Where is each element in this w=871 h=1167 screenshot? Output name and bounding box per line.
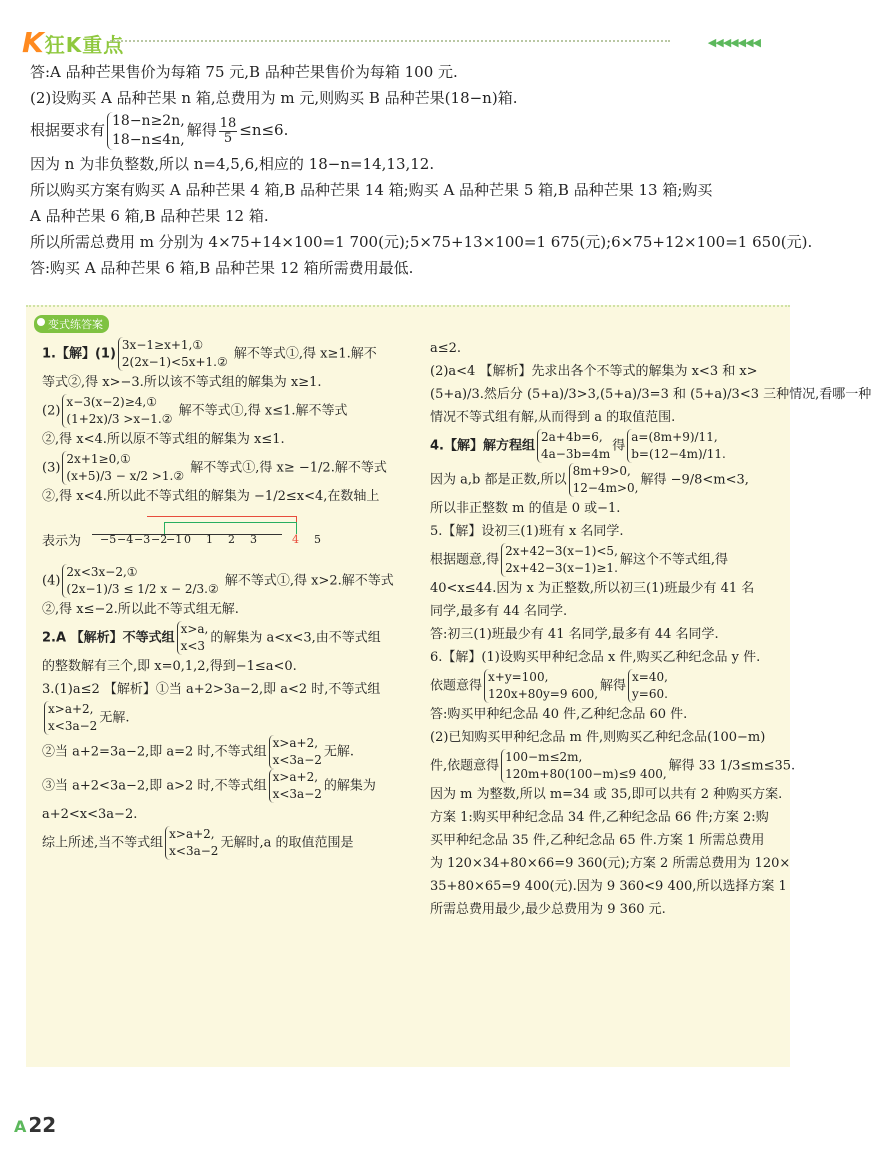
number-line: −5 −4 −3 −2 −1 0 1 2 3 4 5 [82, 508, 417, 562]
section-tag: 变式练答案 [34, 315, 109, 333]
requirement-system: 根据要求有 18−n≥2n, 18−n≤4n,解得 $\frac{18}{5}$ ≤n≤6. [30, 113, 289, 148]
page-number: A 22 [14, 1113, 57, 1137]
triangle-decoration-icon: ◀◀◀◀◀◀◀ [707, 36, 760, 49]
answers-right-column: a≤2. (2)a<4 【解析】先求出各个不等式的解集为 x<3 和 x> (5+a)/3.然后分 (5+a)/3>3,(5+a)/3=3 和 (5+a)/3<3 三种情况,看哪一种 情况不等式组有解,从而得到 a 的取值范围. 4.【解】解方程组2a+4b=6, 4a−3b=4m得a=(8m+9)/11, b=(12−4m)/11. 因为 a,b 都是正数,所以8m+9>0, 12−4m>0,解得 −9/8<m<3, 所以非正整数 m 的值是 0 或−1. 5.【解】设初三(1)班有 x 名同学. 根据题意,得2x+42−3(x−1)<5, 2x+42−3(x−1)≥1.解这个不等式组,得 40<x≤44.因为 x 为正整数,所以初三(1)班最少有 41 名 同学,最多有 44 名同学. 答:初三(1)班最少有 41 名同学,最多有 44 名同学. 6.【解】(1)设购买甲种纪念品 x 件,购买乙种纪念品 y 件. 依题意得x+y=100, 120x+80y=9 600,解得x=40, y=60. 答:购买甲种纪念品 40 件,乙种纪念品 60 件. (2)已知购买甲种纪念品 m 件,则购买乙种纪念品(100−m) 件,依题意得100−m≤2m, 120m+80(100−m)≤9 400,解得 33 1/3≤m≤35. 因为 m 为整数,所以 m=34 或 35,即可以共有 2 种购买方案. 方案 1:购买甲种纪念品 34 件,乙种纪念品 66 件;方案 2:购 买甲种纪念品 35 件,乙种纪念品 65 件.方案 1 所需总费用 为 120×34+80×66=9 360(元);方案 2 所需总费用为 120× 35+80×65=9 400(元).因为 9 360<9 400,所以选择方案 1 所需总费用最少,最少总费用为 9 360 元. [430, 341, 871, 917]
green-interval-line [164, 522, 296, 523]
variant-answers-panel [26, 305, 871, 1067]
logo: K狂K重点 [22, 26, 125, 59]
header-dotted-line [110, 40, 670, 42]
answers-left-column: 1.【解】(1)3x−1≥x+1,① 2(2x−1)<5x+1.② 解不等式①,得 x≥1.解不 等式②,得 x>−3.所以该不等式组的解集为 x≥1. (2)x−3(x−2)≥4,① (1+2x)/3 >x−1.② 解不等式①,得 x≤1.解不等式 ②,得 x<4.所以原不等式组的解集为 x≤1. (3)2x+1≥0,① (x+5)/3 − x/2 >1.② 解不等式①,得 x≥ −1/2.解不等式 ②,得 x<4.所以此不等式组的解集为 −1/2≤x<4,在数轴上 表示为 −5 −4 −3 −2 −1 0 1 2 3 4 5 (4)2x<3x−2,① (2x−1)/3 ≤ 1/2 x − 2/3.② 解不等式①,得 x>2.解不等式 ②,得 x≤−2.所以此不等式组无解. 2.A 【解析】不等式组x>a, x<3的解集为 a<x<3,由不等式组 的整数解有三个,即 x=0,1,2,得到−1≤a<0. 3.(1)a≤2 【解析】①当 a+2>3a−2,即 a<2 时,不等式组 x>a+2, x<3a−2无解. ②当 a+2=3a−2,即 a=2 时,不等式组x>a+2, x<3a−2无解. ③当 a+2<3a−2,即 a>2 时,不等式组x>a+2, x<3a−2的解集为 a+2<x<3a−2. 综上所述,当不等式组x>a+2, x<3a−2无解时,a 的取值范围是 [42, 337, 417, 860]
red-interval-line [147, 516, 297, 517]
top-solution: 答:A 品种芒果售价为每箱 75 元,B 品种芒果售价为每箱 100 元. (2)设购买 A 品种芒果 n 箱,总费用为 m 元,则购买 B 品种芒果(18−n)箱. 根据要求有 18−n≥2n, 18−n≤4n,解得 $\frac{18}{5}$ ≤n≤6. 因为 n 为非负整数,所以 n=4,5,6,相应的 18−n=14,13,12. 所以购买方案有购买 A 品种芒果 4 箱,B 品种芒果 14 箱;购买 A 品种芒果 5 箱,B 品种芒果 13 箱;购买 A 品种芒果 6 箱,B 品种芒果 12 箱. 所以所需总费用 m 分别为 4×75+14×100=1 700(元);5×75+13×100=1 675(元);6×75+12×100=1 650(元). 答:购买 A 品种芒果 6 箱,B 品种芒果 12 箱所需费用最低. [30, 63, 813, 277]
page-header [0, 0, 800, 60]
